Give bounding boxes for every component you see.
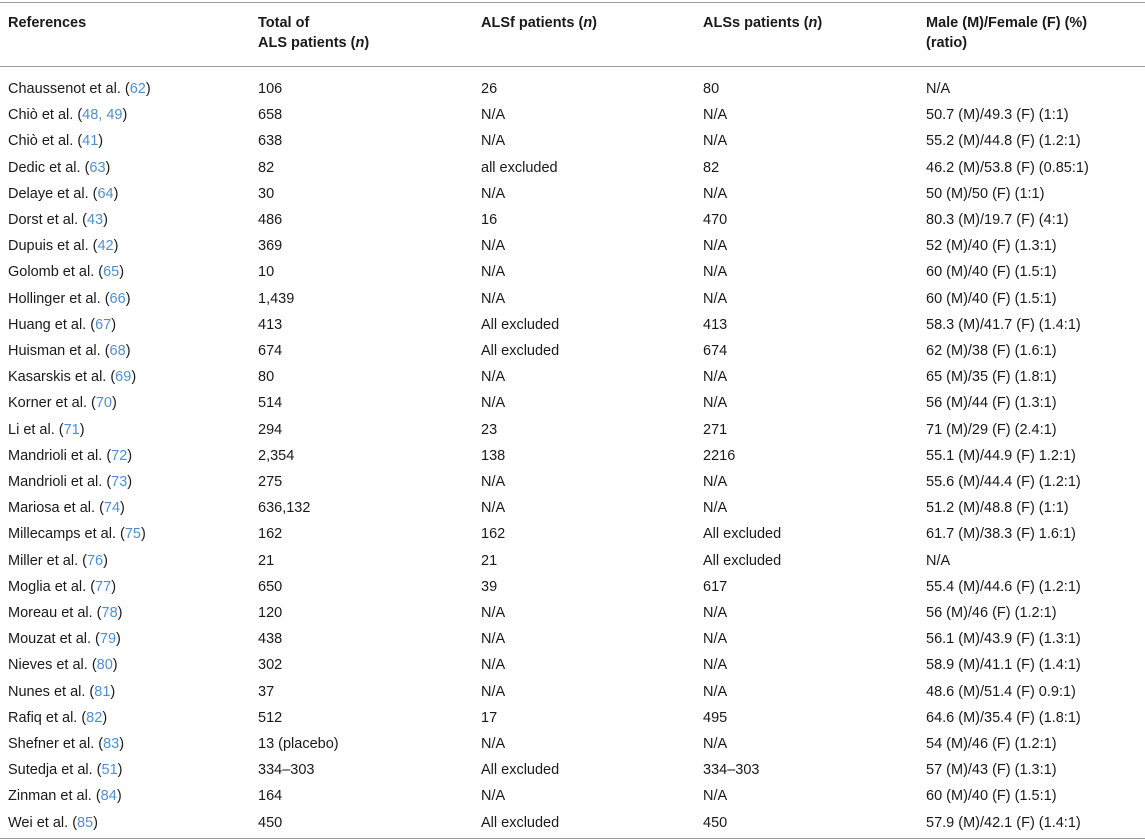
cell-sex-ratio: N/A	[926, 81, 951, 97]
reference-close-paren: )	[127, 474, 133, 490]
table-row	[0, 79, 1145, 105]
cell-alss: N/A	[703, 185, 728, 202]
cell-alsf: N/A	[481, 395, 506, 412]
reference-author: Chaussenot et al. (	[8, 81, 130, 97]
cell-alsf: All excluded	[481, 814, 560, 831]
reference-close-paren: )	[127, 447, 133, 464]
reference-author: Golomb et al. (	[8, 264, 104, 281]
cell-alss: N/A	[703, 605, 728, 621]
cell-reference	[8, 786, 122, 806]
table-row	[0, 184, 1145, 210]
reference-close-paren: )	[119, 736, 125, 752]
cell-reference	[8, 210, 108, 230]
reference-author: Chiò et al. (	[8, 107, 83, 124]
cell-reference	[8, 708, 107, 728]
cell-alss: 413	[703, 316, 728, 333]
reference-citation-link[interactable]: 64	[97, 185, 114, 202]
table-row	[0, 498, 1145, 524]
cell-reference	[8, 446, 132, 466]
reference-author: Rafiq et al. (	[8, 709, 87, 726]
cell-reference	[8, 158, 110, 178]
cell-reference	[8, 79, 151, 99]
cell-total: 486	[258, 212, 283, 228]
reference-citation-link[interactable]: 74	[103, 500, 121, 517]
cell-alsf: 162	[481, 526, 506, 543]
reference-author: Millecamps et al. (	[8, 526, 125, 543]
reference-close-paren: )	[125, 290, 131, 307]
cell-alsf: 138	[481, 447, 506, 464]
reference-citation-link[interactable]: 81	[94, 683, 111, 700]
cell-total: 37	[258, 683, 275, 700]
reference-close-paren: )	[120, 500, 125, 517]
cell-alss: N/A	[703, 290, 728, 307]
reference-close-paren: )	[125, 343, 131, 359]
cell-reference	[8, 655, 118, 675]
cell-alss: 450	[703, 814, 728, 831]
reference-author: Mariosa et al. (	[8, 500, 104, 517]
cell-sex-ratio: 60 (M)/40 (F) (1.5:1)	[926, 264, 1057, 281]
table-row	[0, 760, 1145, 786]
reference-citation-link[interactable]: 65	[103, 264, 120, 281]
reference-author: Mandrioli et al. (	[8, 474, 112, 490]
cell-alss: N/A	[703, 107, 728, 124]
cell-total: 512	[258, 709, 283, 726]
cell-total: 13 (placebo)	[258, 736, 339, 752]
cell-total: 82	[258, 159, 275, 176]
reference-citation-link[interactable]: 85	[77, 814, 94, 831]
table-row	[0, 289, 1145, 315]
reference-close-paren: )	[122, 107, 128, 124]
cell-reference	[8, 236, 118, 256]
reference-citation-link[interactable]: 82	[86, 709, 103, 726]
cell-alss: N/A	[703, 395, 728, 412]
reference-author: Delaye et al. (	[8, 185, 98, 202]
header-alss-label: ALSs patients (	[703, 15, 809, 31]
cell-sex-ratio: 55.4 (M)/44.6 (F) (1.2:1)	[926, 578, 1081, 595]
header-total-n: n	[355, 35, 365, 51]
cell-total: 30	[258, 185, 275, 202]
cell-reference	[8, 420, 85, 440]
cell-total: 636,132	[258, 500, 311, 517]
table-row	[0, 446, 1145, 472]
header-references	[8, 13, 86, 33]
reference-author: Huang et al. (	[8, 316, 96, 333]
cell-total: 80	[258, 369, 275, 386]
cell-alss: 2216	[703, 447, 736, 464]
header-references-text: References	[8, 15, 87, 31]
cell-reference	[8, 262, 124, 282]
cell-sex-ratio: 51.2 (M)/48.8 (F) (1:1)	[926, 500, 1069, 517]
reference-close-paren: )	[79, 421, 85, 438]
reference-author: Miller et al. (	[8, 552, 87, 569]
cell-alsf: 23	[481, 421, 498, 438]
cell-alss: 82	[703, 159, 720, 176]
reference-author: Korner et al. (	[8, 395, 96, 412]
reference-close-paren: )	[116, 788, 122, 805]
cell-reference	[8, 393, 117, 413]
header-total-line1: Total of	[258, 15, 310, 31]
cell-alsf: 17	[481, 709, 498, 726]
reference-author: Sutedja et al. (	[8, 762, 102, 779]
cell-alsf: N/A	[481, 185, 506, 202]
header-rule	[0, 66, 1145, 67]
reference-close-paren: )	[117, 762, 123, 779]
reference-close-paren: )	[145, 81, 151, 97]
cell-reference	[8, 734, 124, 754]
reference-close-paren: )	[131, 369, 137, 386]
reference-author: Hollinger et al. (	[8, 290, 110, 307]
cell-alsf: N/A	[481, 605, 506, 621]
reference-citation-link[interactable]: 67	[95, 316, 112, 333]
cell-sex-ratio: 57 (M)/43 (F) (1.3:1)	[926, 762, 1057, 779]
table-row	[0, 655, 1145, 681]
cell-sex-ratio: 80.3 (M)/19.7 (F) (4:1)	[926, 212, 1069, 228]
cell-alsf: N/A	[481, 788, 506, 805]
cell-total: 106	[258, 81, 283, 97]
cell-alsf: N/A	[481, 736, 506, 752]
cell-alsf: N/A	[481, 238, 506, 255]
reference-citation-link[interactable]: 84	[100, 788, 117, 805]
cell-alss: N/A	[703, 500, 728, 517]
cell-total: 294	[258, 421, 283, 438]
reference-citation-link[interactable]: 76	[86, 552, 104, 569]
cell-alsf: 26	[481, 81, 498, 97]
cell-sex-ratio: 58.3 (M)/41.7 (F) (1.4:1)	[926, 316, 1081, 333]
reference-citation-link[interactable]: 75	[124, 526, 141, 543]
table-row	[0, 210, 1145, 236]
reference-citation-link[interactable]: 69	[115, 369, 132, 386]
cell-alsf: All excluded	[481, 762, 560, 779]
cell-reference	[8, 289, 131, 309]
reference-author: Mandrioli et al. (	[8, 447, 112, 464]
cell-sex-ratio: 52 (M)/40 (F) (1.3:1)	[926, 238, 1057, 255]
reference-author: Kasarskis et al. (	[8, 369, 116, 386]
cell-alss: 271	[703, 421, 728, 438]
cell-alss: N/A	[703, 736, 728, 752]
reference-citation-link[interactable]: 70	[95, 395, 112, 412]
cell-total: 162	[258, 526, 283, 543]
cell-sex-ratio: 54 (M)/46 (F) (1.2:1)	[926, 736, 1057, 752]
cell-alss: N/A	[703, 631, 728, 648]
header-total-close: )	[364, 35, 370, 51]
cell-alsf: N/A	[481, 107, 506, 124]
cell-alsf: 39	[481, 578, 498, 595]
reference-author: Mouzat et al. (	[8, 631, 100, 648]
cell-alsf: N/A	[481, 474, 506, 490]
cell-total: 275	[258, 474, 283, 490]
cell-sex-ratio: 50.7 (M)/49.3 (F) (1:1)	[926, 107, 1069, 124]
cell-alsf: N/A	[481, 657, 506, 674]
cell-total: 334–303	[258, 762, 315, 779]
reference-close-paren: )	[112, 657, 118, 674]
table-row	[0, 603, 1145, 629]
reference-citation-link[interactable]: 80	[96, 657, 113, 674]
cell-alss: N/A	[703, 474, 728, 490]
table-row	[0, 341, 1145, 367]
cell-total: 674	[258, 343, 283, 359]
table-row	[0, 682, 1145, 708]
reference-author: Chiò et al. (	[8, 133, 83, 150]
header-alsf-label: ALSf patients (	[481, 15, 584, 31]
cell-total: 1,439	[258, 290, 295, 307]
cell-sex-ratio: N/A	[926, 552, 951, 569]
table-row	[0, 551, 1145, 577]
cell-reference	[8, 367, 136, 387]
header-alss	[703, 13, 822, 33]
header-sex-ratio-line2: (ratio)	[926, 35, 968, 51]
cell-sex-ratio: 56.1 (M)/43.9 (F) (1.3:1)	[926, 631, 1081, 648]
cell-sex-ratio: 56 (M)/46 (F) (1.2:1)	[926, 605, 1057, 621]
table-row	[0, 786, 1145, 812]
cell-total: 2,354	[258, 447, 295, 464]
cell-total: 658	[258, 107, 283, 124]
reference-close-paren: )	[113, 185, 119, 202]
table-row	[0, 367, 1145, 393]
table-row	[0, 315, 1145, 341]
table-row	[0, 813, 1145, 839]
cell-sex-ratio: 62 (M)/38 (F) (1.6:1)	[926, 343, 1057, 359]
reference-close-paren: )	[111, 578, 117, 595]
table-row	[0, 262, 1145, 288]
reference-close-paren: )	[119, 264, 125, 281]
cell-reference	[8, 131, 103, 151]
cell-alss: 495	[703, 709, 728, 726]
cell-sex-ratio: 46.2 (M)/53.8 (F) (0.85:1)	[926, 159, 1089, 176]
header-sex-ratio-line1: Male (M)/Female (F) (%)	[926, 15, 1088, 31]
cell-total: 120	[258, 605, 283, 621]
table-row	[0, 105, 1145, 131]
cell-alsf: all excluded	[481, 159, 558, 176]
cell-total: 450	[258, 814, 283, 831]
cell-alsf: N/A	[481, 500, 506, 517]
reference-close-paren: )	[111, 316, 117, 333]
reference-citation-link[interactable]: 42	[97, 238, 114, 255]
header-total-line2	[258, 33, 369, 53]
cell-alss: N/A	[703, 683, 728, 700]
reference-close-paren: )	[113, 238, 119, 255]
cell-sex-ratio: 50 (M)/50 (F) (1:1)	[926, 185, 1045, 202]
cell-sex-ratio: 57.9 (M)/42.1 (F) (1.4:1)	[926, 814, 1081, 831]
cell-alss: 334–303	[703, 762, 760, 779]
table-row	[0, 236, 1145, 262]
reference-citation-link[interactable]: 41	[82, 133, 99, 150]
cell-reference	[8, 524, 146, 544]
cell-alsf: All excluded	[481, 316, 560, 333]
reference-author: Zinman et al. (	[8, 788, 101, 805]
cell-alss: N/A	[703, 369, 728, 386]
cell-reference	[8, 603, 122, 623]
reference-author: Li et al. (	[8, 421, 64, 438]
cell-alss: N/A	[703, 788, 728, 805]
reference-close-paren: )	[98, 133, 104, 150]
cell-sex-ratio: 48.6 (M)/51.4 (F) 0.9:1)	[926, 683, 1076, 700]
cell-sex-ratio: 65 (M)/35 (F) (1.8:1)	[926, 369, 1057, 386]
reference-author: Shefner et al. (	[8, 736, 104, 752]
reference-close-paren: )	[111, 395, 117, 412]
reference-citation-link[interactable]: 68	[109, 343, 126, 359]
reference-close-paren: )	[105, 159, 111, 176]
cell-reference	[8, 813, 98, 833]
cell-reference	[8, 577, 116, 597]
reference-citation-link[interactable]: 83	[103, 736, 120, 752]
cell-alsf: N/A	[481, 369, 506, 386]
cell-sex-ratio: 61.7 (M)/38.3 (F) 1.6:1)	[926, 526, 1076, 543]
reference-close-paren: )	[103, 212, 108, 228]
cell-reference	[8, 629, 121, 649]
reference-close-paren: )	[110, 683, 116, 700]
reference-citation-link[interactable]: 73	[111, 474, 128, 490]
cell-alsf: N/A	[481, 683, 506, 700]
reference-close-paren: )	[103, 552, 108, 569]
cell-total: 650	[258, 578, 283, 595]
header-alsf	[481, 13, 597, 33]
header-total	[258, 13, 369, 53]
reference-citation-link[interactable]: 51	[101, 762, 118, 779]
cell-total: 438	[258, 631, 283, 648]
cell-total: 10	[258, 264, 275, 281]
cell-total: 164	[258, 788, 283, 805]
cell-alss: 617	[703, 578, 728, 595]
cell-reference	[8, 341, 131, 361]
reference-close-paren: )	[93, 814, 99, 831]
cell-reference	[8, 551, 108, 571]
header-sex-ratio	[926, 13, 1087, 53]
reference-author: Nunes et al. (	[8, 683, 95, 700]
cell-total: 638	[258, 133, 283, 150]
reference-citation-link[interactable]: 78	[101, 605, 118, 621]
reference-author: Dupuis et al. (	[8, 238, 98, 255]
cell-sex-ratio: 71 (M)/29 (F) (2.4:1)	[926, 421, 1057, 438]
cell-total: 514	[258, 395, 283, 412]
cell-total: 21	[258, 552, 275, 569]
header-alss-n: n	[808, 15, 818, 31]
cell-sex-ratio: 58.9 (M)/41.1 (F) (1.4:1)	[926, 657, 1081, 674]
reference-citation-link[interactable]: 63	[89, 159, 106, 176]
cell-alss: N/A	[703, 238, 728, 255]
cell-alss: 674	[703, 343, 728, 359]
cell-alss: N/A	[703, 133, 728, 150]
cell-alss: 470	[703, 212, 728, 228]
reference-citation-link[interactable]: 77	[95, 578, 112, 595]
table-top-rule	[0, 2, 1145, 3]
cell-alss: All excluded	[703, 552, 782, 569]
table-row	[0, 393, 1145, 419]
cell-alsf: N/A	[481, 264, 506, 281]
cell-sex-ratio: 55.6 (M)/44.4 (F) (1.2:1)	[926, 474, 1081, 490]
reference-author: Moreau et al. (	[8, 605, 102, 621]
reference-close-paren: )	[102, 709, 108, 726]
cell-reference	[8, 682, 115, 702]
reference-author: Wei et al. (	[8, 814, 78, 831]
table-row	[0, 472, 1145, 498]
cell-sex-ratio: 56 (M)/44 (F) (1.3:1)	[926, 395, 1057, 412]
cell-reference	[8, 760, 122, 780]
cell-total: 413	[258, 316, 283, 333]
cell-alsf: N/A	[481, 631, 506, 648]
cell-total: 302	[258, 657, 283, 674]
table-bottom-rule	[0, 838, 1145, 839]
cell-alss: N/A	[703, 264, 728, 281]
reference-citation-link[interactable]: 79	[99, 631, 117, 648]
cell-sex-ratio: 55.2 (M)/44.8 (F) (1.2:1)	[926, 133, 1081, 150]
table-row	[0, 524, 1145, 550]
table-row	[0, 708, 1145, 734]
cell-alsf: N/A	[481, 290, 506, 307]
cell-alsf: 16	[481, 212, 498, 228]
reference-citation-link[interactable]: 48, 49	[82, 107, 123, 124]
cell-alss: All excluded	[703, 526, 782, 543]
reference-citation-link[interactable]: 43	[86, 212, 104, 228]
reference-citation-link[interactable]: 62	[129, 81, 146, 97]
reference-citation-link[interactable]: 71	[63, 421, 80, 438]
cell-alsf: All excluded	[481, 343, 560, 359]
cell-reference	[8, 498, 125, 518]
cell-sex-ratio: 55.1 (M)/44.9 (F) 1.2:1)	[926, 447, 1076, 464]
table-row	[0, 577, 1145, 603]
cell-alsf: 21	[481, 552, 498, 569]
reference-author: Huisman et al. (	[8, 343, 110, 359]
table-row	[0, 734, 1145, 760]
header-alss-close: )	[817, 15, 823, 31]
table-row	[0, 420, 1145, 446]
cell-total: 369	[258, 238, 283, 255]
cell-reference	[8, 184, 118, 204]
header-alsf-close: )	[592, 15, 598, 31]
reference-close-paren: )	[140, 526, 146, 543]
cell-sex-ratio: 60 (M)/40 (F) (1.5:1)	[926, 290, 1057, 307]
cell-reference	[8, 315, 116, 335]
cell-alss: 80	[703, 81, 720, 97]
reference-author: Moglia et al. (	[8, 578, 96, 595]
reference-author: Dorst et al. (	[8, 212, 87, 228]
header-total-label: ALS patients (	[258, 35, 356, 51]
cell-reference	[8, 105, 127, 125]
cell-sex-ratio: 64.6 (M)/35.4 (F) (1.8:1)	[926, 709, 1081, 726]
reference-close-paren: )	[117, 605, 123, 621]
table-row	[0, 629, 1145, 655]
cell-sex-ratio: 60 (M)/40 (F) (1.5:1)	[926, 788, 1057, 805]
cell-reference	[8, 472, 132, 492]
reference-close-paren: )	[116, 631, 121, 648]
reference-author: Dedic et al. (	[8, 159, 90, 176]
reference-citation-link[interactable]: 72	[111, 447, 128, 464]
cell-alss: N/A	[703, 657, 728, 674]
table-row	[0, 158, 1145, 184]
cell-alsf: N/A	[481, 133, 506, 150]
table-row	[0, 131, 1145, 157]
reference-citation-link[interactable]: 66	[109, 290, 126, 307]
header-alsf-n: n	[583, 15, 593, 31]
reference-author: Nieves et al. (	[8, 657, 97, 674]
